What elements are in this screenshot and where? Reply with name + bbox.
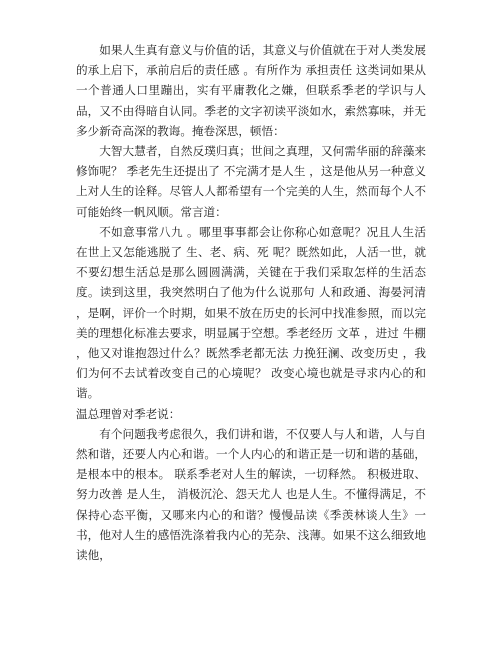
paragraph-1: 如果人生真有意义与价值的话，其意义与价值就在于对人类发展的承上启下，承前启后的责任感 。有所作为 承担责任 这类词如果从一个普通人口里蹦出，实有平庸教化之嫌，但联系季老的学识与人品，又不由得暗自认同。季老的文字初读平淡如水，索然寡味，并无多少新奇高深的教诲。掩卷深思，顿悟： — [76, 43, 426, 138]
document-body — [76, 40, 426, 565]
paragraph-5: 有个问题我考虑很久，我们讲和谐，不仅要人与人和谐，人与自然和谐，还要人内心和谐。一个人内心的和谐正是一切和谐的基础，是根本中的根本。 联系季老对人生的解读，一切释然。 积极进取、努力改善 是人生， 消极沉沦、怨天尤人 也是人生。不懂得满足，不保持心态平衡，又哪来内心的和谐？慢慢品读《季羡林谈人生》一书，他对人生的感悟洗涤着我内心的芜杂、浅薄。如果不这么细致地读他， — [76, 426, 426, 563]
paragraph-3: 不如意事常八九 。哪里事事都会让你称心如意呢？况且人生活在世上又怎能逃脱了 生、老、病、死 呢？既然如此，人活一世，就不要幻想生活总是那么圆圆满满，关键在于我们采取怎样的生活态度。读到这里，我突然明白了他为什么说那句 人和政通、海晏河清 ，是啊，评价一个时期，如果不放在历史的长河中找准参照，而以完美的理想化标准去要求，明显属于空想。季老经历 文革 ，进过 牛棚 ，他又对谁抱怨过什么？既然季老都无法 力挽狂澜、改变历史 ，我们为何不去试着改变自己的心境呢？ 改变心境也就是寻求内心的和谐。 — [76, 224, 426, 401]
paragraph-4: 温总理曾对季老说： — [76, 406, 181, 421]
paragraph-2: 大智大慧者，自然反璞归真；世间之真理，又何需华丽的辞藻来修饰呢？ 季老先生还提出了 不完满才是人生 ，这是他从另一种意义上对人生的诠释。尽管人人都希望有一个完美的人生，然而每个人不可能始终一帆风顺。常言道： — [76, 144, 426, 219]
